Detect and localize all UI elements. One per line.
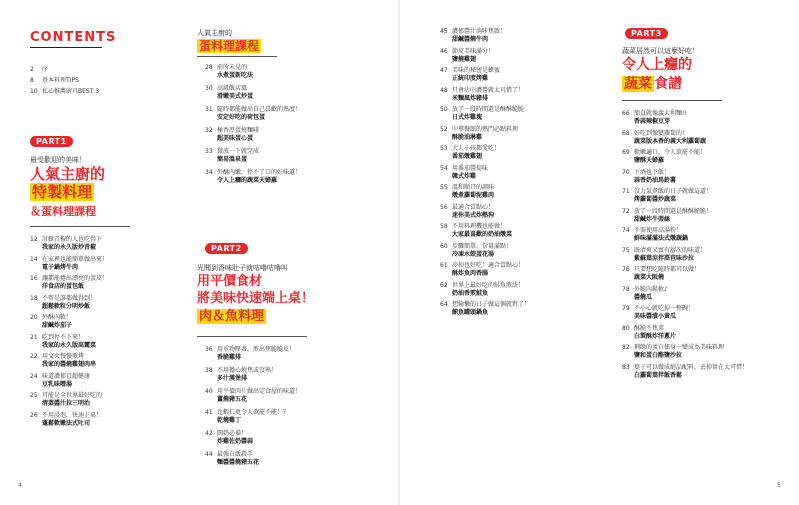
toc-recipe-name: 我家的醬燒雞翅肉串 — [42, 361, 97, 368]
toc-page-number: 18 — [30, 294, 38, 302]
toc-subtitle: 極香厚蛋燒麵啡 — [217, 127, 260, 134]
toc-entry — [440, 48, 494, 64]
toc-subtitle: 只要想吃隨時都可以做！ — [634, 266, 701, 273]
toc-subtitle: 用重物壓著，煎出焦脆脆皮！ — [217, 346, 296, 353]
toc-entry — [205, 430, 253, 446]
toc-page-number: 24 — [30, 372, 38, 380]
toc-page-number: 68 — [622, 129, 630, 137]
toc-recipe-name: 酥脆油淋雞 — [452, 133, 483, 141]
toc-subtitle: 葉子可以做成絕品配料，丟掉實在太可惜！ — [634, 363, 749, 371]
toc-recipe-name: 迷你美式炸熱狗 — [452, 211, 495, 219]
toc-recipe-name: 令人上癮的蔬菜天婦羅 — [217, 177, 278, 184]
toc-page-number: 46 — [440, 47, 448, 55]
toc-text — [217, 346, 295, 362]
toc-subtitle: 味道濃郁且超健康 — [42, 372, 91, 380]
toc-subtitle: 最強白飯殺手 — [217, 451, 254, 458]
toc-recipe-name: 蓬鬆軟嫩法式吐司 — [42, 419, 91, 427]
toc-recipe-name: 鮪魚罐頭鍋魚 — [452, 309, 489, 316]
toc-page-number: 38 — [205, 367, 213, 374]
toc-recipe-name: 甜鹹炸牛蒡絲 — [634, 215, 671, 223]
toc-text — [217, 85, 253, 101]
toc-text — [634, 130, 706, 146]
toc-subtitle: 序 — [42, 66, 49, 73]
toc-entry — [622, 169, 676, 185]
toc-recipe-name: 超鬆軟粒分明炒飯 — [42, 302, 91, 310]
toc-recipe-name: 紫蘇葉涼拌萵苣味沙拉 — [634, 254, 695, 262]
toc-entry — [205, 148, 259, 164]
toc-page-number: 12 — [30, 236, 38, 243]
toc-recipe-name: 白製酥炸洋蔥片 — [634, 332, 677, 340]
toc-text — [42, 412, 102, 428]
toc-entry — [30, 353, 96, 369]
toc-text — [42, 373, 90, 389]
toc-page-number: 2 — [30, 66, 34, 73]
toc-recipe-name: 麵醬醬燒豬五花 — [217, 459, 260, 466]
toc-text — [42, 88, 99, 96]
toc-recipe-name: 烤蘿蔔醬炒蔬菜 — [634, 196, 677, 203]
toc-subtitle: 中華餐館的熱門必點料理 — [452, 125, 519, 133]
toc-subtitle: 不用浸泡，快速上桌！ — [42, 411, 103, 419]
part3-title-highlight: 蔬菜 — [624, 76, 652, 92]
toc-text — [634, 364, 748, 380]
toc-recipe-name: 多汁漢堡排 — [217, 375, 248, 382]
toc-page-number: 66 — [622, 110, 630, 117]
toc-text — [634, 266, 700, 282]
toc-text — [42, 353, 96, 369]
toc-text — [217, 409, 289, 425]
toc-recipe-name: 甜鹹炸茄子 — [42, 322, 73, 329]
toc-text — [452, 223, 512, 239]
toc-entry — [30, 373, 90, 389]
toc-page-number: 16 — [30, 275, 38, 282]
toc-subtitle: 下酒也下飯！ — [634, 168, 671, 176]
part1-title-line3: ＆蛋料理課程 — [30, 205, 96, 218]
toc-entry — [440, 301, 530, 317]
toc-text — [217, 148, 259, 164]
toc-subtitle: 酥脆不焦菜 — [634, 324, 665, 332]
part2-subtitle: 光聞到香味肚子就咕嚕咕嚕叫 — [197, 264, 288, 272]
toc-entry — [205, 169, 301, 185]
toc-page-number: 55 — [440, 184, 448, 191]
toc-page-number: 56 — [440, 203, 448, 211]
toc-page-number: 62 — [440, 281, 448, 289]
toc-subtitle: 可能是全世界最好吃的 — [42, 392, 103, 399]
egg-header-highlight: 蛋料理課程 — [199, 39, 260, 53]
toc-page-number: 42 — [205, 430, 213, 437]
toc-text — [634, 325, 676, 341]
toc-recipe-name: 鹽酥天婦羅 — [634, 157, 665, 164]
toc-recipe-name: 我家的永久版炒青椒 — [42, 244, 97, 251]
toc-page-number: 69 — [622, 149, 630, 156]
toc-subtitle: 不需使用高湯粉！ — [634, 227, 683, 234]
part1-rule — [30, 226, 130, 227]
part2-title-line1: 用平價食材 — [197, 274, 263, 289]
toc-entry — [622, 286, 668, 302]
toc-page-number: 64 — [440, 301, 448, 308]
toc-entry — [30, 77, 79, 85]
part2-title-line3 — [197, 308, 266, 325]
part1-title-line2 — [30, 184, 94, 201]
toc-entry — [622, 305, 694, 321]
toc-text — [217, 388, 301, 404]
toc-text — [452, 262, 524, 278]
toc-recipe-name: 香脆雞排 — [217, 354, 242, 361]
toc-text — [217, 169, 301, 185]
toc-text — [634, 149, 706, 165]
toc-page-number: 74 — [622, 227, 630, 234]
toc-page-number: 20 — [30, 314, 38, 321]
toc-recipe-name: 電子鍋烤牛肉 — [42, 263, 79, 271]
toc-entry — [30, 275, 108, 291]
toc-entry — [622, 325, 676, 341]
toc-page-number: 58 — [440, 223, 448, 230]
toc-page-number: 54 — [440, 164, 448, 172]
toc-page-number: 50 — [440, 106, 448, 113]
toc-page-number: 53 — [440, 145, 448, 152]
toc-subtitle: 外酥內軟！ — [42, 314, 73, 321]
toc-text — [217, 106, 301, 122]
toc-recipe-name: 日式炸雞塊 — [452, 114, 483, 121]
toc-subtitle: 隨時都能做出自己喜歡的熟度！ — [217, 106, 302, 113]
toc-recipe-name: 炸雞佐奶醬蒜 — [217, 438, 254, 445]
toc-subtitle: 在家裡也能簡單做出來！ — [42, 255, 109, 263]
toc-entry — [205, 367, 277, 383]
page-spine — [398, 0, 400, 505]
toc-page-number: 31 — [205, 106, 213, 113]
part2-badge: PART2 — [205, 243, 248, 254]
part1-subtitle: 最受歡迎的美味！ — [30, 156, 86, 164]
toc-page-number: 25 — [30, 392, 38, 399]
toc-subtitle: 用番茄醬提味 — [452, 164, 489, 172]
part1-title-line1: 人氣主廚的 — [30, 165, 106, 183]
toc-entry — [440, 145, 500, 161]
toc-recipe-name: 蔬菜版本香的義大利蘿蔔蔬 — [634, 137, 707, 145]
toc-text — [452, 87, 524, 103]
toc-text — [452, 282, 524, 298]
toc-recipe-name: 洋食店的蛋包飯 — [42, 283, 85, 290]
toc-subtitle: 私心推薦廚具BEST 3 — [42, 88, 100, 95]
toc-entry — [622, 149, 706, 165]
toc-subtitle: 不管是誰都做得到！ — [42, 294, 97, 302]
toc-entry — [440, 165, 488, 181]
toc-entry — [205, 451, 259, 467]
toc-text — [634, 110, 687, 126]
toc-text — [634, 286, 668, 302]
toc-subtitle: 步驟簡單，份量滿點！ — [452, 242, 513, 250]
toc-subtitle: 好吃到像變蘿蔔的! — [634, 129, 685, 137]
toc-subtitle: 外脆內鬆軟♪ — [634, 285, 668, 293]
toc-recipe-name: 超美味蛋心蛋 — [217, 135, 254, 142]
part2-title-highlight: 肉＆魚料理 — [199, 309, 265, 324]
toc-page-number: 79 — [622, 305, 630, 312]
toc-text — [634, 188, 712, 204]
toc-entry — [440, 204, 494, 220]
toc-subtitle: 用平價肉片做出定食屋的味道！ — [217, 388, 302, 395]
toc-entry — [440, 184, 494, 200]
toc-text — [452, 301, 530, 317]
toc-page-number: 48 — [440, 86, 448, 94]
toc-subtitle: 簡直就像義大利麵!! — [634, 110, 687, 117]
toc-subtitle: 濃郁醬汁淌咔焦啟！ — [452, 28, 507, 35]
toc-page-number: 60 — [440, 242, 448, 250]
toc-text — [42, 66, 48, 74]
toc-recipe-name: 韓式炸雞 — [452, 172, 477, 180]
toc-text — [217, 127, 259, 143]
toc-page-number: 14 — [30, 255, 38, 263]
toc-text — [217, 367, 277, 383]
toc-entry — [30, 88, 99, 96]
toc-page-number: 36 — [205, 346, 213, 353]
toc-page-number: 47 — [440, 67, 448, 74]
toc-recipe-name: 鹽和蛋白酪鹽沙拉 — [634, 352, 683, 359]
toc-entry — [622, 208, 712, 224]
toc-entry — [440, 262, 524, 278]
toc-entry — [30, 66, 48, 74]
part3-title-line1: 令人上癮的 — [622, 57, 692, 73]
toc-subtitle: 世界上最好吃的鮭魚煎法！ — [452, 281, 525, 289]
toc-entry — [205, 127, 259, 143]
toc-subtitle: 想偷懶的日子做這個就對了！ — [452, 301, 531, 308]
toc-text — [634, 305, 694, 321]
toc-page-number: 30 — [205, 85, 213, 92]
toc-text — [634, 247, 706, 263]
toc-page-number: 80 — [622, 324, 630, 332]
toc-recipe-name: 燉煮蘿蔔泥雞肉 — [452, 192, 495, 199]
page-number-left: 4 — [18, 482, 22, 489]
toc-recipe-name: 冷凍水餃蛋花湯 — [452, 250, 495, 258]
toc-entry — [205, 346, 295, 362]
page-number-right: 5 — [777, 482, 781, 489]
toc-entry — [622, 247, 706, 263]
toc-entry — [30, 392, 102, 408]
toc-recipe-name: 水煮蛋新吃法 — [217, 72, 254, 79]
toc-subtitle: 闊奶必備！ — [217, 430, 248, 437]
toc-entry — [205, 85, 253, 101]
toc-page-number: 83 — [622, 363, 630, 371]
toc-text — [217, 64, 253, 80]
toc-page-number: 10 — [30, 88, 38, 95]
toc-entry — [622, 266, 700, 282]
toc-entry — [440, 67, 500, 83]
toc-recipe-name: 奶油香煎鮭魚 — [452, 289, 489, 297]
toc-text — [452, 48, 494, 64]
toc-entry — [440, 126, 518, 142]
toc-text — [42, 392, 102, 408]
toc-subtitle: 既清爽又富有層次的味道！ — [634, 246, 707, 254]
toc-recipe-name: 正統印度烤雞 — [452, 75, 489, 82]
toc-entry — [440, 28, 506, 44]
toc-entry — [622, 130, 706, 146]
toc-recipe-name: 醬燒瓜 — [634, 293, 653, 301]
toc-text — [634, 208, 712, 224]
toc-subtitle: 讓都能捲出漂亮的蛋皮！ — [42, 275, 109, 282]
toc-subtitle: 美味的秘密是蜂蜜 — [452, 67, 501, 74]
toc-page-number: 41 — [205, 409, 213, 416]
toc-recipe-name: 鹽燒雞翅 — [452, 55, 477, 63]
toc-subtitle: 討厭青椒的人也吃得下 — [42, 236, 103, 243]
toc-entry — [622, 188, 712, 204]
toc-entry — [205, 388, 301, 404]
toc-entry — [622, 364, 748, 380]
toc-subtitle: 軟嫩適口，令人欲罷不能！ — [634, 149, 707, 156]
part3-subtitle: 蔬菜居然可以這麼好吃！ — [622, 47, 699, 55]
toc-entry — [205, 64, 253, 80]
toc-entry — [205, 409, 289, 425]
toc-page-number: 52 — [440, 125, 448, 133]
toc-subtitle: 大人小孩都愛吃！ — [452, 145, 501, 152]
toc-page-number: 44 — [205, 451, 213, 458]
toc-text — [452, 145, 500, 161]
toc-text — [452, 204, 494, 220]
toc-text — [217, 451, 259, 467]
toc-subtitle: 微波一下就完成 — [217, 148, 260, 155]
toc-page-number: 28 — [205, 64, 213, 71]
toc-recipe-name: 滑嫩美式炒蛋 — [217, 93, 254, 100]
toc-text — [634, 344, 724, 360]
toc-recipe-name: 豆乳味噌湯 — [42, 380, 73, 388]
part1-title-highlight: 特製料理 — [32, 183, 93, 201]
toc-recipe-name: 白蘿蔔葉拌飯香鬆 — [634, 371, 683, 379]
toc-subtitle: 節皮美味滿分！ — [452, 47, 495, 55]
toc-text — [634, 227, 688, 243]
toc-recipe-name: 我家的永久版高麗菜 — [42, 341, 97, 349]
toc-entry — [30, 314, 72, 330]
toc-page-number: 26 — [30, 411, 38, 419]
toc-recipe-name: 鮮味滿滿法式燉蔬鍋 — [634, 235, 689, 242]
part1-badge: PART1 — [30, 136, 73, 147]
toc-subtitle: 用文火慢慢煎烤 — [42, 353, 85, 360]
toc-page-number: 33 — [205, 148, 213, 155]
toc-page-number: 61 — [440, 262, 448, 269]
toc-subtitle: 放了一段時間還是酥酥脆脆 — [452, 106, 525, 113]
toc-entry — [622, 227, 688, 243]
toc-recipe-name: 安定好吃的荷包蛋 — [217, 114, 266, 121]
toc-entry — [440, 243, 512, 259]
toc-recipe-name: 蒜香奶油馬鈴薯 — [634, 176, 677, 184]
toc-subtitle: 只會沾中濃醬就太可惜了！ — [452, 86, 525, 94]
toc-text — [42, 256, 108, 272]
toc-recipe-name: 大家最喜歡的奶油燉菜 — [452, 231, 513, 238]
toc-text — [42, 295, 96, 311]
toc-text — [217, 430, 253, 446]
toc-subtitle: 沒力氣煮飯的日子就做這道！ — [634, 188, 713, 195]
toc-page-number: 40 — [205, 388, 213, 395]
toc-entry — [440, 282, 524, 298]
toc-text — [452, 184, 494, 200]
toc-entry — [440, 87, 524, 103]
toc-page-number: 32 — [205, 127, 213, 134]
toc-text — [452, 126, 518, 142]
toc-entry — [440, 106, 524, 122]
toc-recipe-name: 清蒸醬汁拉三明治 — [42, 400, 91, 407]
toc-page-number: 71 — [622, 188, 630, 195]
part3-title-line2 — [622, 76, 682, 93]
toc-text — [42, 334, 96, 350]
toc-text — [42, 77, 79, 85]
toc-page-number: 82 — [622, 344, 630, 351]
toc-entry — [622, 110, 687, 126]
toc-subtitle: 冷掉也好吃！適合當點心！ — [452, 262, 525, 269]
toc-page-number: 22 — [30, 353, 38, 360]
toc-text — [452, 165, 488, 181]
toc-subtitle: 比蝦仁更令人欲罷不能！？ — [217, 409, 290, 416]
toc-subtitle: 不用擔心燒焦或沒熟！ — [217, 367, 278, 374]
toc-page-number: 72 — [622, 207, 630, 215]
toc-page-number: 45 — [440, 28, 448, 35]
toc-subtitle: 剩餘的蛋白搖身一變成為美味料理 — [634, 344, 725, 351]
toc-recipe-name: 甜鹹醬燒牛肉 — [452, 36, 489, 43]
toc-recipe-name: 番茄燉雞翅 — [452, 153, 483, 160]
toc-text — [42, 314, 72, 330]
toc-page-number: 70 — [622, 168, 630, 176]
toc-recipe-name: 薑燒豬五花 — [217, 396, 248, 403]
toc-page-number: 34 — [205, 169, 213, 176]
toc-page-number: 75 — [622, 246, 630, 254]
toc-entry — [30, 236, 102, 252]
toc-entry — [30, 412, 102, 428]
toc-entry — [30, 334, 96, 350]
toc-subtitle: 高級飯店風 — [217, 85, 248, 92]
toc-page-number: 21 — [30, 333, 38, 341]
toc-text — [634, 169, 676, 185]
toc-entry — [205, 106, 301, 122]
toc-page-number: 78 — [622, 285, 630, 293]
toc-subtitle: 不小心就吃掉一整碗！ — [634, 305, 695, 312]
toc-subtitle: 最適合當點心！ — [452, 203, 495, 211]
title-rule — [30, 47, 102, 48]
toc-subtitle: 基本料理TIPS — [42, 77, 79, 84]
egg-header-line2 — [197, 38, 261, 55]
toc-text — [42, 236, 102, 252]
part2-title-line2: 將美味快速端上桌！ — [197, 291, 315, 306]
toc-recipe-name: 美味醬漬小黃瓜 — [634, 313, 677, 320]
part3-rule — [622, 100, 722, 101]
toc-subtitle: 外酥內嫩，停不了口的好味道！ — [217, 169, 302, 176]
toc-text — [42, 275, 108, 291]
toc-subtitle: 不用料理機也能做！ — [452, 223, 507, 230]
part3-title-rest: 食譜 — [654, 76, 682, 92]
toc-page-number: 76 — [622, 266, 630, 273]
part3-badge: PART3 — [625, 28, 668, 39]
toc-text — [452, 28, 506, 44]
toc-subtitle: 溫和順口的調味 — [452, 184, 495, 191]
toc-recipe-name: 蔬菜大阪燒 — [634, 274, 665, 281]
toc-recipe-name: 酥炸魚肉香腸 — [452, 270, 489, 277]
toc-entry — [30, 295, 96, 311]
toc-subtitle: 前所未見的 — [217, 64, 248, 71]
toc-recipe-name: 簡易溫泉蛋 — [217, 156, 248, 163]
toc-recipe-name: 米麵風炸豬排 — [452, 94, 489, 102]
toc-recipe-name: 香蒜辣椒豆芽 — [634, 118, 671, 125]
contents-title: CONTENTS — [30, 30, 117, 45]
toc-text — [452, 67, 500, 83]
toc-text — [452, 243, 512, 259]
toc-recipe-name: 乾燒雞丁 — [217, 417, 242, 424]
toc-subtitle: 吃到停不下來！ — [42, 333, 85, 341]
part2-rule — [197, 336, 307, 337]
toc-entry — [440, 223, 512, 239]
toc-text — [452, 106, 524, 122]
egg-rule — [197, 56, 277, 57]
toc-subtitle: 放了一段時間還是酥酥脆脆！ — [634, 207, 713, 215]
toc-page-number: 8 — [30, 77, 34, 84]
egg-header-line1: 人氣主廚的 — [197, 29, 232, 37]
toc-entry — [30, 256, 108, 272]
toc-entry — [622, 344, 724, 360]
